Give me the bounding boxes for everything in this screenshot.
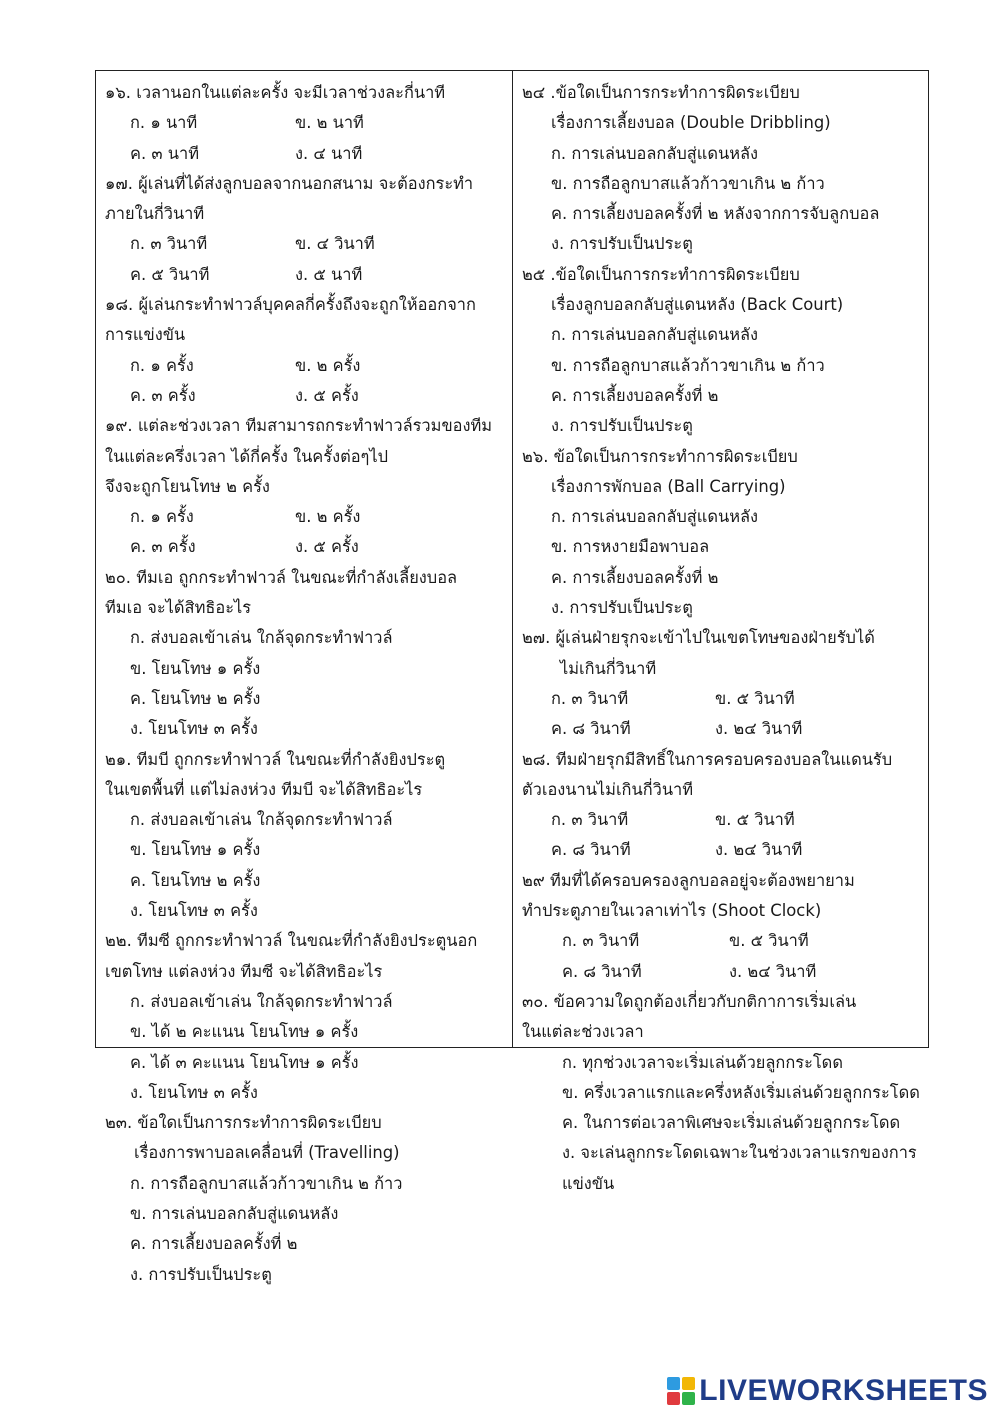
question-28: ๒๘. ทีมฝ่ายรุกมีสิทธิ์ในการครอบครองบอลในแดนรับ: [522, 749, 893, 769]
question-30-cont: ในแต่ละช่วงเวลา: [522, 1022, 644, 1042]
choice-d[interactable]: ง. ๒๔ วินาที: [715, 840, 803, 860]
question-23-cont: เรื่องการพาบอลเคลื่อนที่ (Travelling): [134, 1143, 400, 1163]
question-21: ๒๑. ทีมบี ถูกกระทำฟาวล์ ในขณะที่กำลังยิงประตู: [105, 749, 446, 769]
choice-row: [522, 714, 924, 744]
question-29: ๒๙ ทีมที่ได้ครอบครองลูกบอลอยู่จะต้องพยายาม: [522, 870, 855, 890]
choice-c[interactable]: ค. การเลี้ยงบอลครั้งที่ ๒: [551, 385, 719, 405]
choice-c[interactable]: ค. โยนโทษ ๒ ครั้ง: [130, 688, 261, 708]
choice-b[interactable]: ข. ๕ วินาที: [729, 931, 809, 951]
choice-d[interactable]: ง. ๒๔ วินาที: [729, 961, 817, 981]
choice-row: [105, 532, 508, 562]
question-23: ๒๓. ข้อใดเป็นการกระทำการผิดระเบียบ: [105, 1113, 382, 1133]
choice-a[interactable]: ก. การเล่นบอลกลับสู่แดนหลัง: [551, 143, 759, 163]
choice-b[interactable]: ข. ๒ ครั้ง: [295, 355, 361, 375]
question-24-cont: เรื่องการเลี้ยงบอล (Double Dribbling): [551, 113, 831, 133]
question-20: ๒๐. ทีมเอ ถูกกระทำฟาวล์ ในขณะที่กำลังเลี้ยงบอล: [105, 567, 458, 587]
choice-d-cont: แข่งขัน: [562, 1173, 615, 1193]
choice-b[interactable]: ข. การหงายมือพาบอล: [551, 537, 710, 557]
question-19-cont: จึงจะถูกโยนโทษ ๒ ครั้ง: [105, 476, 270, 496]
choice-b[interactable]: ข. ได้ ๒ คะแนน โยนโทษ ๑ ครั้ง: [130, 1022, 359, 1042]
choice-a[interactable]: ก. ๑ นาที: [130, 113, 198, 133]
choice-c[interactable]: ค. ๓ นาที: [130, 143, 200, 163]
worksheet-frame: [95, 70, 929, 1284]
question-30: ๓๐. ข้อความใดถูกต้องเกี่ยวกับกติกาการเริ่มเล่น: [522, 991, 857, 1011]
choice-a[interactable]: ก. ส่งบอลเข้าเล่น ใกล้จุดกระทำฟาวล์: [130, 628, 393, 648]
question-16: ๑๖. เวลานอกในแต่ละครั้ง จะมีเวลาช่วงละกี่นาที: [105, 83, 446, 102]
choice-b[interactable]: ข. ๔ วินาที: [295, 234, 375, 254]
choice-d[interactable]: ง. ๕ นาที: [295, 264, 363, 284]
choice-d[interactable]: ง. โยนโทษ ๓ ครั้ง: [130, 1082, 258, 1102]
choice-b[interactable]: ข. การถือลูกบาสแล้วก้าวขาเกิน ๒ ก้าว: [551, 173, 825, 193]
choice-a[interactable]: ก. ๓ วินาที: [130, 234, 208, 254]
question-25: ๒๕ .ข้อใดเป็นการกระทำการผิดระเบียบ: [522, 264, 800, 284]
choice-c[interactable]: ค. การเลี้ยงบอลครั้งที่ ๒: [130, 1234, 298, 1254]
question-27: ๒๗. ผู้เล่นฝ่ายรุกจะเข้าไปในเขตโทษของฝ่ายรับได้: [522, 628, 875, 648]
choice-c[interactable]: ค. ๕ วินาที: [130, 264, 210, 284]
choice-row: [522, 835, 924, 865]
choice-a[interactable]: ก. ๓ วินาที: [551, 688, 629, 708]
choice-row: [105, 381, 508, 411]
question-29-cont: ทำประตูภายในเวลาเท่าไร (Shoot Clock): [522, 901, 822, 921]
question-21-cont: ในเขตพื้นที่ แต่ไม่ลงห่วง ทีมบี จะได้สิทธิอะไร: [105, 779, 423, 799]
choice-d[interactable]: ง. โยนโทษ ๓ ครั้ง: [130, 719, 258, 739]
choice-b[interactable]: ข. ครึ่งเวลาแรกและครึ่งหลังเริ่มเล่นด้วยลูกกระโดด: [562, 1082, 920, 1102]
question-24: ๒๔ .ข้อใดเป็นการกระทำการผิดระเบียบ: [522, 83, 800, 102]
choice-a[interactable]: ก. การเล่นบอลกลับสู่แดนหลัง: [551, 507, 759, 527]
choice-row: [522, 926, 924, 956]
question-17-cont: ภายในกี่วินาที: [105, 204, 205, 224]
question-27-cont: ไม่เกินกี่วินาที: [560, 658, 657, 678]
choice-c[interactable]: ค. ๘ วินาที: [562, 961, 642, 981]
right-column: [513, 71, 928, 1193]
choice-c[interactable]: ค. ๓ ครั้ง: [130, 385, 196, 405]
choice-d[interactable]: ง. การปรับเป็นประตู: [551, 598, 693, 618]
question-18: ๑๘. ผู้เล่นกระทำฟาวล์บุคคลกี่ครั้งถึงจะถูกให้ออกจาก: [105, 295, 476, 315]
choice-row: [105, 260, 508, 290]
choice-a[interactable]: ก. ทุกช่วงเวลาจะเริ่มเล่นด้วยลูกกระโดด: [562, 1052, 843, 1072]
choice-d[interactable]: ง. การปรับเป็นประตู: [130, 1264, 272, 1284]
logo-square: [682, 1392, 695, 1405]
question-22: ๒๒. ทีมซี ถูกกระทำฟาวล์ ในขณะที่กำลังยิงประตูนอก: [105, 931, 478, 951]
choice-c[interactable]: ค. ๓ ครั้ง: [130, 537, 196, 557]
question-28-cont: ตัวเองนานไม่เกินกี่วินาที: [522, 779, 694, 799]
choice-b[interactable]: ข. ๒ ครั้ง: [295, 507, 361, 527]
question-26-cont: เรื่องการพักบอล (Ball Carrying): [551, 476, 786, 496]
question-26: ๒๖. ข้อใดเป็นการกระทำการผิดระเบียบ: [522, 446, 798, 466]
question-17: ๑๗. ผู้เล่นที่ได้ส่งลูกบอลจากนอกสนาม จะต้องกระทำ: [105, 173, 474, 193]
liveworksheets-brand: LIVEWORKSHEETS: [699, 1374, 988, 1407]
choice-b[interactable]: ข. โยนโทษ ๑ ครั้ง: [130, 658, 261, 678]
choice-b[interactable]: ข. การเล่นบอลกลับสู่แดนหลัง: [130, 1203, 339, 1223]
choice-b[interactable]: ข. ๒ นาที: [295, 113, 364, 133]
choice-a[interactable]: ก. ๑ ครั้ง: [130, 507, 194, 527]
question-22-cont: เขตโทษ แต่ลงห่วง ทีมซี จะได้สิทธิอะไร: [105, 961, 383, 981]
choice-d[interactable]: ง. โยนโทษ ๓ ครั้ง: [130, 901, 258, 921]
question-20-cont: ทีมเอ จะได้สิทธิอะไร: [105, 598, 252, 618]
liveworksheets-logo[interactable]: [667, 1374, 988, 1408]
choice-row: [522, 684, 924, 714]
choice-c[interactable]: ค. ได้ ๓ คะแนน โยนโทษ ๑ ครั้ง: [130, 1052, 359, 1072]
liveworksheets-logo-icon: [667, 1377, 695, 1405]
choice-a[interactable]: ก. ๓ วินาที: [551, 810, 629, 830]
choice-d[interactable]: ง. การปรับเป็นประตู: [551, 234, 693, 254]
choice-row: [522, 805, 924, 835]
logo-square: [682, 1377, 695, 1390]
choice-d[interactable]: ง. ๕ ครั้ง: [295, 385, 359, 405]
choice-row: [105, 108, 508, 138]
choice-d[interactable]: ง. ๔ นาที: [295, 143, 363, 163]
choice-a[interactable]: ก. ๑ ครั้ง: [130, 355, 194, 375]
choice-d[interactable]: ง. จะเล่นลูกกระโดดเฉพาะในช่วงเวลาแรกของการ: [562, 1143, 917, 1163]
question-19: ๑๙. แต่ละช่วงเวลา ทีมสามารถกระทำฟาวล์รวมของทีม: [105, 416, 493, 436]
choice-a[interactable]: ก. การถือลูกบาสแล้วก้าวขาเกิน ๒ ก้าว: [130, 1173, 403, 1193]
choice-d[interactable]: ง. การปรับเป็นประตู: [551, 416, 693, 436]
choice-c[interactable]: ค. การเลี้ยงบอลครั้งที่ ๒: [551, 567, 719, 587]
question-18-cont: การแข่งขัน: [105, 325, 186, 345]
choice-row: [105, 502, 508, 532]
choice-row: [105, 139, 508, 169]
choice-a[interactable]: ก. ส่งบอลเข้าเล่น ใกล้จุดกระทำฟาวล์: [130, 991, 393, 1011]
choice-b[interactable]: ข. ๕ วินาที: [715, 688, 795, 708]
logo-square: [667, 1377, 680, 1390]
choice-c[interactable]: ค. ในการต่อเวลาพิเศษจะเริ่มเล่นด้วยลูกกระโดด: [562, 1113, 901, 1133]
question-25-cont: เรื่องลูกบอลกลับสู่แดนหลัง (Back Court): [551, 295, 844, 315]
choice-c[interactable]: ค. โยนโทษ ๒ ครั้ง: [130, 870, 261, 890]
choice-a[interactable]: ก. ส่งบอลเข้าเล่น ใกล้จุดกระทำฟาวล์: [130, 810, 393, 830]
choice-b[interactable]: ข. โยนโทษ ๑ ครั้ง: [130, 840, 261, 860]
choice-a[interactable]: ก. ๓ วินาที: [562, 931, 640, 951]
choice-row: [105, 351, 508, 381]
logo-square: [667, 1392, 680, 1405]
choice-d[interactable]: ง. ๕ ครั้ง: [295, 537, 359, 557]
choice-row: [522, 957, 924, 987]
choice-row: [105, 229, 508, 259]
choice-d[interactable]: ง. ๒๔ วินาที: [715, 719, 803, 739]
choice-c[interactable]: ค. ๘ วินาที: [551, 719, 631, 739]
left-column: [96, 71, 513, 1284]
choice-c[interactable]: ค. การเลี้ยงบอลครั้งที่ ๒ หลังจากการจับลูกบอล: [551, 204, 880, 224]
choice-c[interactable]: ค. ๘ วินาที: [551, 840, 631, 860]
question-19-cont: ในแต่ละครึ่งเวลา ได้กี่ครั้ง ในครั้งต่อๆไป: [105, 446, 389, 466]
choice-a[interactable]: ก. การเล่นบอลกลับสู่แดนหลัง: [551, 325, 759, 345]
choice-b[interactable]: ข. ๕ วินาที: [715, 810, 795, 830]
choice-b[interactable]: ข. การถือลูกบาสแล้วก้าวขาเกิน ๒ ก้าว: [551, 355, 825, 375]
